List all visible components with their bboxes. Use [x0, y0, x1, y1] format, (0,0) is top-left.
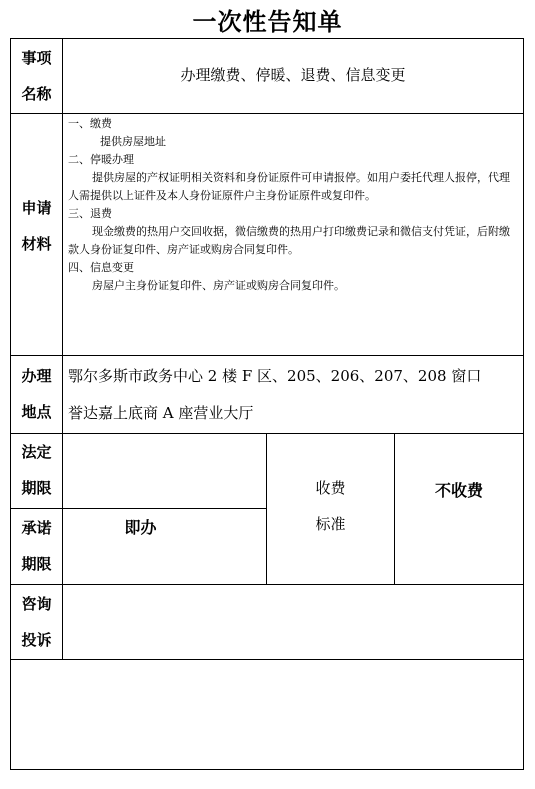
location-line: 鄂尔多斯市政务中心 2 楼 F 区、205、206、207、208 窗口	[68, 367, 482, 385]
materials-content	[68, 115, 520, 295]
item-name-value: 办理缴费、停暖、退费、信息变更	[180, 66, 406, 84]
row-divider	[10, 113, 524, 114]
materials-section-heading: 四、信息变更	[68, 261, 134, 274]
materials-item: 提供房屋地址	[100, 135, 166, 148]
column-divider	[394, 433, 395, 585]
location-value	[68, 358, 523, 432]
row-divider	[10, 659, 524, 660]
fee-label: 收费 标准	[315, 479, 346, 533]
materials-item: 房屋户主身份证复印件、房产证或购房合同复印件。	[92, 279, 345, 292]
materials-label: 申请 材料	[21, 199, 52, 253]
promise-period-value: 即办	[124, 518, 157, 537]
consult-label: 咨询 投诉	[21, 595, 52, 649]
promise-period-label: 承诺 期限	[21, 519, 52, 573]
materials-item: 现金缴费的热用户交回收据，微信缴费的热用户打印缴费记录和微信支付凭证，后附缴款人身份证复印件、房产证或购房合同复印件。	[68, 225, 510, 256]
item-name-label: 事项 名称	[21, 49, 52, 103]
table-border-right	[523, 38, 524, 770]
materials-section-heading: 二、停暖办理	[68, 153, 134, 166]
materials-item: 提供房屋的产权证明相关资料和身份证原件可申请报停。如用户委托代理人报停，代理人需提供以上证件及本人身份证原件户主身份证原件或复印件。	[68, 171, 510, 202]
legal-period-label: 法定 期限	[21, 443, 52, 497]
row-divider	[10, 355, 524, 356]
row-divider	[10, 508, 267, 509]
document-title: 一次性告知单	[192, 7, 343, 36]
materials-section-heading: 一、缴费	[68, 117, 112, 130]
materials-section-heading: 三、退费	[68, 207, 112, 220]
row-divider	[10, 433, 524, 434]
row-divider	[10, 584, 524, 585]
column-divider	[62, 38, 63, 660]
fee-value: 不收费	[434, 481, 483, 500]
table-border-top	[10, 38, 524, 39]
location-label: 办理 地点	[21, 367, 52, 421]
table-border-bottom	[10, 769, 524, 770]
location-line: 誉达嘉上底商 A 座营业大厅	[68, 404, 254, 422]
